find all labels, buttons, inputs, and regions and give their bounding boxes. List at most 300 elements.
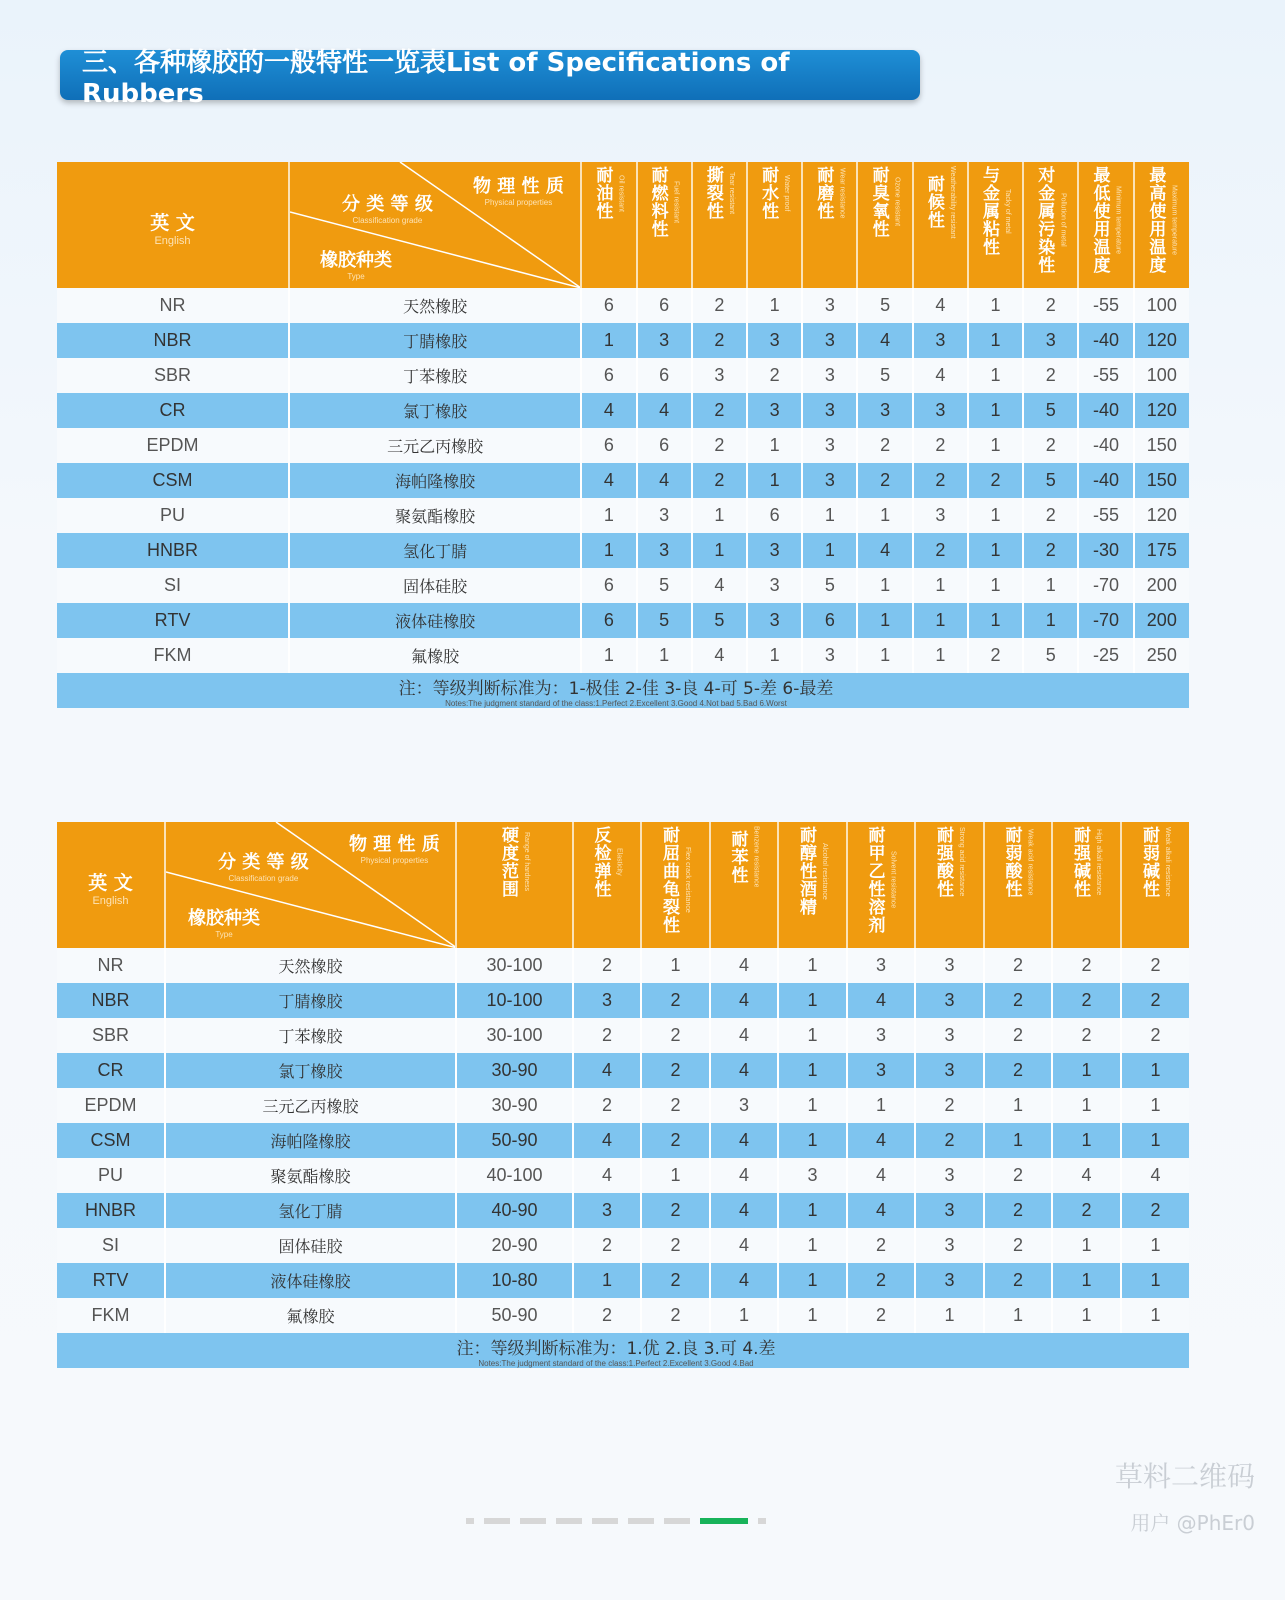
rating-cell: 2 — [916, 1088, 985, 1123]
rating-cell: 1 — [779, 948, 848, 983]
rating-cell: 3 — [803, 428, 858, 463]
rating-cell: 2 — [1053, 948, 1122, 983]
note-text-zh: 注：等级判断标准为：1-极佳 2-佳 3-良 4-可 5-差 6-最差 — [398, 678, 834, 699]
table-row — [57, 1158, 1189, 1193]
rating-cell: 5 — [1024, 463, 1079, 498]
rubber-abbreviation: CSM — [57, 463, 290, 498]
rating-cell: -40 — [1079, 428, 1134, 463]
rating-cell: 6 — [638, 358, 693, 393]
table-row — [57, 498, 1189, 533]
column-header-zh: 耐弱碱性 — [1139, 826, 1159, 898]
rating-cell: 1 — [969, 533, 1024, 568]
rating-cell: 1 — [1024, 568, 1079, 603]
rating-cell: 5 — [858, 288, 913, 323]
english-header — [57, 822, 166, 948]
rating-cell: 2 — [969, 463, 1024, 498]
rating-cell: 1 — [1053, 1088, 1122, 1123]
rating-cell: 1 — [969, 288, 1024, 323]
column-header-4 — [779, 822, 848, 948]
rating-cell: 1 — [803, 533, 858, 568]
rating-cell: 2 — [985, 1193, 1053, 1228]
rating-cell: 4 — [848, 1123, 916, 1158]
rating-cell: 2 — [642, 1018, 711, 1053]
column-header-zh: 耐候性 — [923, 175, 944, 230]
rating-cell: 1 — [1053, 1263, 1122, 1298]
rating-cell: 2 — [642, 983, 711, 1018]
column-header-zh: 耐强酸性 — [933, 826, 953, 898]
column-header-3 — [748, 162, 803, 288]
column-header-zh: 耐燃料性 — [647, 166, 668, 238]
rating-cell: -70 — [1079, 568, 1134, 603]
table-row — [57, 603, 1189, 638]
rubber-abbreviation: EPDM — [57, 428, 290, 463]
rubber-abbreviation: SBR — [57, 1018, 166, 1053]
english-label-en: English — [154, 235, 191, 247]
rating-cell: 4 — [582, 463, 637, 498]
rating-cell: 2 — [1053, 983, 1122, 1018]
column-header-zh: 耐臭氧性 — [868, 166, 889, 238]
rating-cell: 6 — [638, 288, 693, 323]
column-header-en: Fuel resistant — [672, 180, 680, 224]
column-header-zh: 耐甲乙性溶剂 — [864, 826, 885, 934]
column-header-zh: 耐醇性酒精 — [796, 826, 816, 916]
watermark-line-2: 用户 @PhEr0 — [1130, 1511, 1255, 1535]
rating-cell: 2 — [1122, 948, 1189, 983]
column-header-en: Water proof — [783, 174, 791, 212]
rubber-name: 固体硅胶 — [166, 1228, 457, 1263]
column-header-en: High alkali resistance — [1095, 828, 1102, 896]
rating-cell: 3 — [803, 358, 858, 393]
page-dot[interactable] — [556, 1518, 582, 1524]
rating-cell: 4 — [848, 1158, 916, 1193]
rating-cell: 2 — [642, 1123, 711, 1158]
rating-cell: 2 — [748, 358, 803, 393]
rating-cell: 3 — [916, 1193, 985, 1228]
rating-cell: 2 — [848, 1263, 916, 1298]
page-dot[interactable] — [628, 1518, 654, 1524]
rating-cell: 20-90 — [457, 1228, 574, 1263]
note-text-en: Notes:The judgment standard of the class:1.Perfect 2.Excellent 3.Good 4.Bad — [478, 1358, 754, 1368]
rating-cell: 2 — [574, 1228, 642, 1263]
rubber-name: 三元乙丙橡胶 — [290, 428, 582, 463]
rating-cell: 4 — [711, 1263, 779, 1298]
rating-cell: 2 — [848, 1298, 916, 1333]
rating-cell: 1 — [848, 1088, 916, 1123]
rating-cell: 1 — [779, 1193, 848, 1228]
page-dot[interactable] — [520, 1518, 546, 1524]
rubber-name: 液体硅橡胶 — [290, 603, 582, 638]
rating-cell: 1 — [914, 568, 969, 603]
rating-cell: 3 — [914, 323, 969, 358]
rating-cell: 1 — [985, 1123, 1053, 1158]
rubber-spec-table-1 — [57, 162, 1189, 708]
column-header-en: Maximum temperature — [1170, 184, 1178, 256]
rating-cell: 2 — [693, 288, 748, 323]
rubber-abbreviation: CR — [57, 393, 290, 428]
table-row — [57, 1088, 1189, 1123]
column-header-zh: 撕裂性 — [702, 166, 723, 220]
rating-cell: 3 — [916, 1263, 985, 1298]
note-row — [57, 673, 1189, 708]
table-row — [57, 1053, 1189, 1088]
rating-cell: 3 — [914, 393, 969, 428]
rating-cell: 3 — [848, 948, 916, 983]
rating-cell: 3 — [638, 323, 693, 358]
column-header-zh: 最高使用温度 — [1145, 166, 1166, 274]
rating-cell: 1 — [1122, 1088, 1189, 1123]
rating-cell: 1 — [858, 498, 913, 533]
rating-cell: 2 — [1122, 1193, 1189, 1228]
rating-cell: -40 — [1079, 463, 1134, 498]
rating-cell: 1 — [711, 1298, 779, 1333]
rubber-name: 液体硅橡胶 — [166, 1263, 457, 1298]
rating-cell: 3 — [916, 1228, 985, 1263]
rating-cell: 150 — [1135, 428, 1189, 463]
diagonal-header — [290, 162, 582, 288]
rubber-abbreviation: FKM — [57, 1298, 166, 1333]
physical-properties-label: 物 理 性 质 Physical properties — [349, 834, 440, 865]
rubber-abbreviation: CSM — [57, 1123, 166, 1158]
rating-cell: 250 — [1135, 638, 1189, 673]
rating-cell: 4 — [574, 1053, 642, 1088]
rating-cell: 2 — [642, 1053, 711, 1088]
rubber-abbreviation: HNBR — [57, 1193, 166, 1228]
rating-cell: 120 — [1135, 323, 1189, 358]
column-header-3 — [711, 822, 779, 948]
page-dot[interactable] — [592, 1518, 618, 1524]
rubber-abbreviation: CR — [57, 1053, 166, 1088]
rating-cell: 6 — [748, 498, 803, 533]
rating-cell: 2 — [858, 463, 913, 498]
table-1-header-row — [57, 162, 1189, 288]
page-dot[interactable] — [484, 1518, 510, 1524]
rating-cell: 1 — [1122, 1298, 1189, 1333]
rating-cell: 4 — [914, 358, 969, 393]
rating-cell: 1 — [748, 463, 803, 498]
rating-cell: 3 — [916, 983, 985, 1018]
column-header-en: Weak acid resistance — [1026, 828, 1034, 896]
rating-cell: 1 — [779, 1228, 848, 1263]
rating-cell: 3 — [914, 498, 969, 533]
page-indicator — [466, 1518, 766, 1524]
column-header-8 — [1024, 162, 1079, 288]
page-dot[interactable] — [466, 1518, 474, 1524]
table-row — [57, 568, 1189, 603]
column-header-zh: 与金属粘性 — [979, 166, 1000, 256]
column-header-en: Tear resistant — [727, 171, 735, 215]
rubber-name: 氢化丁腈 — [290, 533, 582, 568]
rubber-abbreviation: PU — [57, 498, 290, 533]
column-header-en: Oil resistant — [617, 174, 625, 212]
rating-cell: 4 — [574, 1123, 642, 1158]
rating-cell: 2 — [1024, 288, 1079, 323]
rating-cell: 1 — [1053, 1123, 1122, 1158]
table-row — [57, 533, 1189, 568]
rubber-abbreviation: HNBR — [57, 533, 290, 568]
page-title: 三、各种橡胶的一般特性一览表List of Specifications of Rubbers — [60, 50, 920, 100]
column-header-7 — [985, 822, 1053, 948]
rating-cell: 4 — [711, 983, 779, 1018]
rating-cell: 1 — [582, 533, 637, 568]
rating-cell: 2 — [1122, 1018, 1189, 1053]
rating-cell: 1 — [969, 428, 1024, 463]
rating-cell: 3 — [574, 983, 642, 1018]
rubber-name: 丁苯橡胶 — [290, 358, 582, 393]
rubber-abbreviation: EPDM — [57, 1088, 166, 1123]
table-row — [57, 1193, 1189, 1228]
rating-cell: 1 — [1122, 1228, 1189, 1263]
rating-cell: 4 — [1122, 1158, 1189, 1193]
note-row — [57, 1333, 1189, 1368]
note-cell — [57, 673, 1189, 708]
column-header-4 — [803, 162, 858, 288]
rubber-type-label: 橡胶种类 Type — [188, 908, 260, 939]
rating-cell: 5 — [1024, 638, 1079, 673]
rating-cell: 2 — [985, 948, 1053, 983]
rating-cell: 30-90 — [457, 1088, 574, 1123]
rating-cell: -40 — [1079, 393, 1134, 428]
rating-cell: 1 — [858, 638, 913, 673]
rating-cell: 3 — [916, 1018, 985, 1053]
table-2-header-row — [57, 822, 1189, 948]
page-dot[interactable] — [664, 1518, 690, 1524]
rating-cell: 4 — [582, 393, 637, 428]
column-header-zh: 耐水性 — [758, 166, 779, 220]
rating-cell: 2 — [574, 1298, 642, 1333]
rating-cell: 3 — [916, 1053, 985, 1088]
column-header-zh: 反检弹性 — [590, 826, 611, 898]
rating-cell: 1 — [779, 1088, 848, 1123]
column-header-6 — [916, 822, 985, 948]
rating-cell: 2 — [642, 1088, 711, 1123]
rating-cell: 1 — [748, 428, 803, 463]
table-row — [57, 323, 1189, 358]
rating-cell: 2 — [1024, 498, 1079, 533]
column-header-6 — [914, 162, 969, 288]
rating-cell: 1 — [969, 323, 1024, 358]
table-row — [57, 1263, 1189, 1298]
column-header-en: Pollution of metal — [1059, 193, 1067, 247]
rating-cell: 120 — [1135, 393, 1189, 428]
column-header-5 — [858, 162, 913, 288]
rating-cell: 3 — [803, 463, 858, 498]
rubber-name: 丁腈橡胶 — [166, 983, 457, 1018]
column-header-8 — [1053, 822, 1122, 948]
rating-cell: 4 — [711, 1123, 779, 1158]
column-header-zh: 耐油性 — [592, 166, 613, 220]
rating-cell: 4 — [858, 533, 913, 568]
rubber-name: 海帕隆橡胶 — [290, 463, 582, 498]
rating-cell: 120 — [1135, 498, 1189, 533]
column-header-2 — [642, 822, 711, 948]
rating-cell: 2 — [693, 428, 748, 463]
rubber-name: 天然橡胶 — [290, 288, 582, 323]
column-header-zh: 耐屈曲龟裂性 — [659, 826, 679, 934]
rating-cell: 1 — [914, 603, 969, 638]
rating-cell: 10-100 — [457, 983, 574, 1018]
table-row — [57, 1123, 1189, 1158]
column-header-5 — [848, 822, 916, 948]
column-header-zh: 硬度范围 — [498, 826, 518, 898]
column-header-0 — [582, 162, 637, 288]
rating-cell: 2 — [985, 1018, 1053, 1053]
rating-cell: 3 — [803, 323, 858, 358]
rating-cell: 2 — [914, 428, 969, 463]
column-header-en: Benzene resistance — [752, 826, 760, 888]
rating-cell: 3 — [803, 638, 858, 673]
rating-cell: 30-90 — [457, 1053, 574, 1088]
english-header — [57, 162, 290, 288]
rating-cell: 2 — [642, 1298, 711, 1333]
page-dot[interactable] — [758, 1518, 766, 1524]
rubber-abbreviation: NBR — [57, 983, 166, 1018]
note-cell — [57, 1333, 1189, 1368]
rating-cell: -25 — [1079, 638, 1134, 673]
english-label-en: English — [92, 895, 129, 907]
column-header-9 — [1122, 822, 1189, 948]
rating-cell: 10-80 — [457, 1263, 574, 1298]
rating-cell: 1 — [1053, 1053, 1122, 1088]
rating-cell: 4 — [711, 948, 779, 983]
classification-grade-label: 分 类 等 级 Classification grade — [218, 852, 309, 883]
rating-cell: 1 — [642, 948, 711, 983]
rubber-abbreviation: NBR — [57, 323, 290, 358]
rating-cell: 1 — [1122, 1263, 1189, 1298]
rating-cell: 4 — [638, 393, 693, 428]
column-header-en: Tacky of metal — [1004, 188, 1012, 234]
rating-cell: 2 — [693, 323, 748, 358]
rating-cell: 1 — [969, 393, 1024, 428]
rating-cell: 30-100 — [457, 948, 574, 983]
rating-cell: 1 — [748, 288, 803, 323]
rating-cell: 1 — [969, 358, 1024, 393]
rubber-abbreviation: SBR — [57, 358, 290, 393]
rating-cell: 5 — [693, 603, 748, 638]
rating-cell: 1 — [969, 568, 1024, 603]
rubber-name: 三元乙丙橡胶 — [166, 1088, 457, 1123]
table-row — [57, 358, 1189, 393]
rubber-name: 氟橡胶 — [166, 1298, 457, 1333]
rating-cell: 4 — [574, 1158, 642, 1193]
column-header-9 — [1079, 162, 1134, 288]
rating-cell: 5 — [858, 358, 913, 393]
table-row — [57, 948, 1189, 983]
column-header-7 — [969, 162, 1024, 288]
rating-cell: 1 — [969, 498, 1024, 533]
rating-cell: 6 — [582, 568, 637, 603]
rating-cell: 4 — [848, 983, 916, 1018]
column-header-en: Weatherability resistant — [948, 166, 956, 239]
rating-cell: 3 — [1024, 323, 1079, 358]
rubber-name: 聚氨酯橡胶 — [166, 1158, 457, 1193]
rating-cell: 1 — [1122, 1053, 1189, 1088]
rating-cell: 1 — [779, 1123, 848, 1158]
rating-cell: 3 — [693, 358, 748, 393]
rating-cell: 2 — [916, 1123, 985, 1158]
rating-cell: -55 — [1079, 358, 1134, 393]
physical-properties-label: 物 理 性 质 Physical properties — [473, 176, 564, 207]
rating-cell: 4 — [858, 323, 913, 358]
rating-cell: 30-100 — [457, 1018, 574, 1053]
column-header-1 — [574, 822, 642, 948]
rating-cell: 2 — [642, 1193, 711, 1228]
rubber-abbreviation: PU — [57, 1158, 166, 1193]
rating-cell: 4 — [711, 1228, 779, 1263]
rating-cell: 1 — [985, 1298, 1053, 1333]
rating-cell: 2 — [985, 1228, 1053, 1263]
rating-cell: 3 — [803, 288, 858, 323]
rating-cell: 2 — [693, 393, 748, 428]
rating-cell: 1 — [779, 1298, 848, 1333]
rubber-name: 天然橡胶 — [166, 948, 457, 983]
rating-cell: 2 — [574, 948, 642, 983]
rating-cell: 3 — [858, 393, 913, 428]
rubber-name: 聚氨酯橡胶 — [290, 498, 582, 533]
rating-cell: 4 — [1053, 1158, 1122, 1193]
column-header-en: Range of hardness — [523, 832, 530, 892]
rating-cell: 5 — [638, 603, 693, 638]
rubber-abbreviation: RTV — [57, 1263, 166, 1298]
rubber-abbreviation: NR — [57, 288, 290, 323]
table-row — [57, 983, 1189, 1018]
rating-cell: 1 — [638, 638, 693, 673]
rating-cell: 3 — [574, 1193, 642, 1228]
page-dot[interactable] — [700, 1518, 748, 1524]
rating-cell: 1 — [985, 1088, 1053, 1123]
note-text-zh: 注：等级判断标准为：1.优 2.良 3.可 4.差 — [456, 1338, 776, 1359]
rating-cell: 1 — [1024, 603, 1079, 638]
rubber-abbreviation: NR — [57, 948, 166, 983]
rating-cell: 2 — [1024, 533, 1079, 568]
rating-cell: 3 — [803, 393, 858, 428]
rating-cell: 5 — [638, 568, 693, 603]
rating-cell: -55 — [1079, 498, 1134, 533]
rating-cell: 6 — [582, 603, 637, 638]
english-label: 英 文 — [88, 872, 133, 894]
table-row — [57, 1018, 1189, 1053]
table-row — [57, 288, 1189, 323]
rating-cell: 150 — [1135, 463, 1189, 498]
table-row — [57, 428, 1189, 463]
rating-cell: 4 — [693, 568, 748, 603]
rating-cell: 3 — [638, 533, 693, 568]
column-header-zh: 耐弱酸性 — [1001, 826, 1022, 898]
rubber-spec-table-2 — [57, 822, 1189, 1368]
rating-cell: 3 — [748, 568, 803, 603]
table-row — [57, 1298, 1189, 1333]
rating-cell: 2 — [985, 1263, 1053, 1298]
rating-cell: 1 — [1053, 1298, 1122, 1333]
column-header-zh: 耐强碱性 — [1070, 826, 1090, 898]
column-header-10 — [1135, 162, 1189, 288]
rating-cell: 2 — [969, 638, 1024, 673]
rating-cell: 50-90 — [457, 1298, 574, 1333]
rating-cell: 200 — [1135, 603, 1189, 638]
rating-cell: 2 — [693, 463, 748, 498]
column-header-en: Weak alkali resistance — [1164, 827, 1171, 897]
rating-cell: 3 — [711, 1088, 779, 1123]
rating-cell: 3 — [848, 1018, 916, 1053]
rating-cell: 3 — [748, 323, 803, 358]
rating-cell: 1 — [1053, 1228, 1122, 1263]
rating-cell: 4 — [638, 463, 693, 498]
rating-cell: 40-100 — [457, 1158, 574, 1193]
rating-cell: 3 — [779, 1158, 848, 1193]
rating-cell: 1 — [748, 638, 803, 673]
column-header-en: Solvent resistance — [889, 851, 897, 909]
rating-cell: 2 — [1053, 1018, 1122, 1053]
rating-cell: 1 — [582, 323, 637, 358]
